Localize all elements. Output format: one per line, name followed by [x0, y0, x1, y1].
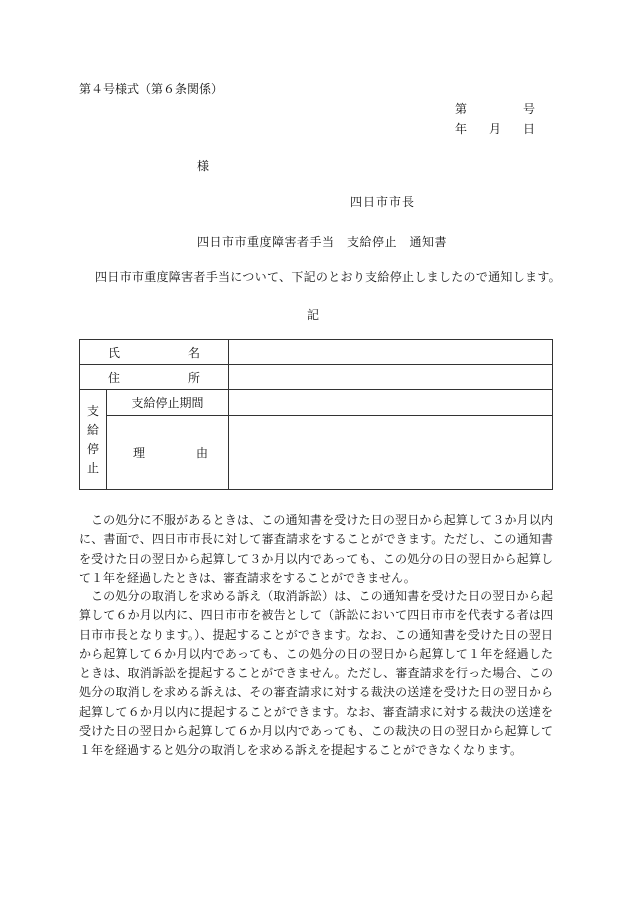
group-label-cell [80, 390, 107, 490]
name-value-cell [229, 340, 553, 365]
table-row-period [80, 390, 553, 416]
reason-label-2: 由 [195, 446, 208, 460]
name-label-1: 氏 [108, 345, 121, 360]
document-date [455, 120, 535, 137]
table-row-address [80, 365, 553, 390]
table-row-reason [80, 416, 553, 490]
date-day: 日 [522, 122, 535, 136]
name-label-cell [80, 340, 229, 365]
date-month: 月 [488, 122, 501, 136]
number-prefix: 第 [455, 102, 468, 116]
group-label-char: 支 [86, 403, 99, 418]
page-title: 四日市市重度障害者手当 支給停止 通知書 [197, 235, 448, 249]
reason-label-cell [107, 416, 229, 490]
address-value-cell [229, 365, 553, 390]
appeal-note: この処分に不服があるときは、この通知書を受けた日の翌日から起算して３か月以内に、書面で、四日市市長に対して審査請求をすることができます。ただし、この通知書を受けた日の翌日から起算して３か月以内であっても、この処分の日の翌日から起算して１年を経過したときは、審査請求をすることができません。 [79, 513, 553, 585]
info-table [79, 339, 553, 490]
table-row-name [80, 340, 553, 365]
document-number [455, 100, 535, 117]
reason-value-cell [229, 416, 553, 490]
address-label-cell [80, 365, 229, 390]
group-label-char: 停 [86, 441, 99, 456]
ki-heading: 記 [307, 308, 320, 322]
intro-text: 四日市市重度障害者手当について、下記のとおり支給停止しましたので通知します。 [95, 270, 561, 284]
sender: 四日市市長 [350, 195, 416, 209]
period-label-cell: 支給停止期間 [107, 390, 229, 416]
group-label-char: 止 [86, 460, 99, 475]
address-label-1: 住 [108, 370, 121, 385]
name-label-2: 名 [187, 345, 200, 360]
addressee-suffix: 様 [197, 159, 210, 173]
lawsuit-note: この処分の取消しを求める訴え（取消訴訟）は、この通知書を受けた日の翌日から起算して６か月以内に、四日市市を被告として（訴訟において四日市市を代表する者は四日市市長となります。）、提起することができます。なお、この通知書を受けた日の翌日から起算して６か月以内であっても、この処分の日の翌日から起算して１年を経過したときは、取消訴訟を提起することができません。ただし、審査請求を行った場合、この処分の取消しを求める訴えは、その審査請求に対する裁決の送達を受けた日の翌日から起算して６か月以内に提起することができます。なお、審査請求に対する裁決の送達を受けた日の翌日から起算して６か月以内であっても、この裁決の日の翌日から起算して１年を経過すると処分の取消しを求める訴えを提起することができなくなります。 [79, 589, 553, 758]
number-suffix: 号 [522, 102, 535, 116]
address-label-2: 所 [187, 370, 200, 385]
form-label: 第４号様式（第６条関係） [79, 82, 224, 96]
group-label-char: 給 [86, 422, 99, 437]
period-value-cell [229, 390, 553, 416]
date-year: 年 [455, 122, 468, 136]
reason-label-1: 理 [133, 446, 146, 460]
